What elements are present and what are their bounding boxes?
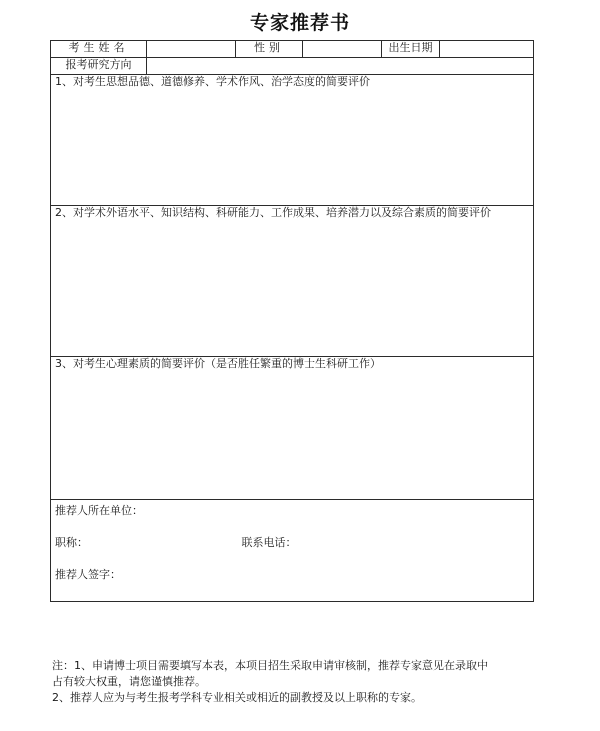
note-line-1: 注：1、申请博士项目需要填写本表，本项目招生采取申请审核制，推荐专家意见在录取中 <box>52 659 488 672</box>
note-line-2: 占有较大权重，请您谨慎推荐。 <box>52 675 206 688</box>
document-title: 专家推荐书 <box>249 12 350 34</box>
section-1-heading: 1、对考生思想品德、道德修养、学术作风、治学态度的简要评价 <box>55 75 370 88</box>
direction-row <box>51 58 534 75</box>
research-direction-field[interactable] <box>147 58 534 75</box>
gender-field[interactable] <box>303 41 382 58</box>
signature-label: 推荐人签字： <box>55 568 121 581</box>
recommendation-form-table <box>50 40 534 602</box>
section-3-heading: 3、对考生心理素质的简要评价（是否胜任繁重的博士生科研工作） <box>55 357 381 370</box>
section-2-row <box>51 206 534 357</box>
research-direction-label: 报考研究方向 <box>51 58 147 75</box>
candidate-info-row <box>51 41 534 58</box>
gender-label: 性别 <box>236 41 303 58</box>
recommender-info <box>51 500 534 602</box>
name-label: 考生姓名 <box>51 41 147 58</box>
birth-date-field[interactable] <box>440 41 534 58</box>
note-line-3: 2、推荐人应为与考生报考学科专业相关或相近的副教授及以上职称的专家。 <box>52 691 422 704</box>
notes <box>52 658 542 706</box>
section-3-evaluation[interactable] <box>51 357 534 500</box>
section-3-row <box>51 357 534 500</box>
recommender-row <box>51 500 534 602</box>
recommender-unit-label: 推荐人所在单位： <box>55 504 143 517</box>
section-2-heading: 2、对学术外语水平、知识结构、科研能力、工作成果、培养潜力以及综合素质的简要评价 <box>55 206 491 219</box>
title-label: 职称： <box>55 536 88 549</box>
name-field[interactable] <box>147 41 236 58</box>
birth-date-label: 出生日期 <box>382 41 440 58</box>
section-1-evaluation[interactable] <box>51 75 534 206</box>
phone-label: 联系电话： <box>241 536 297 549</box>
title-phone-line <box>55 532 529 554</box>
section-1-row <box>51 75 534 206</box>
section-2-evaluation[interactable] <box>51 206 534 357</box>
